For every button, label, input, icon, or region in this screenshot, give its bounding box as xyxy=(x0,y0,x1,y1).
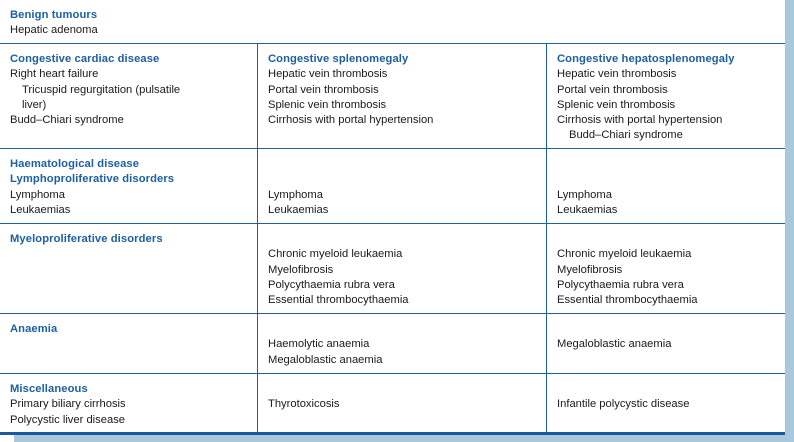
table-row-congestive xyxy=(0,44,785,149)
cell-heading: Myeloproliferative disorders xyxy=(10,233,163,245)
cell-entry: Infantile polycystic disease xyxy=(557,398,690,411)
table-cell xyxy=(0,374,257,432)
cell-entry: Lymphoma xyxy=(268,188,323,201)
table-row-anaemia xyxy=(0,314,785,374)
table-cell xyxy=(0,0,785,43)
cell-entry: liver) xyxy=(22,98,47,111)
table-cell xyxy=(546,224,785,313)
cell-entry: Lymphoma xyxy=(10,188,65,201)
table-row-haematological-lymphoproliferative xyxy=(0,149,785,224)
cell-entry: Splenic vein thrombosis xyxy=(557,98,676,111)
table-cell xyxy=(257,374,546,432)
cell-entry: Essential thrombocythaemia xyxy=(557,294,698,307)
cell-entry: Cirrhosis with portal hypertension xyxy=(268,114,434,127)
cell-heading: Lymphoproliferative disorders xyxy=(10,173,175,186)
cell-entry: Cirrhosis with portal hypertension xyxy=(557,114,723,127)
table-row-benign-tumours xyxy=(0,0,785,44)
table-cell xyxy=(546,314,785,373)
table-cell xyxy=(0,44,257,148)
cell-entry: Essential thrombocythaemia xyxy=(268,294,409,307)
cell-heading: Haematological disease xyxy=(10,158,140,170)
cell-heading: Congestive hepatosplenomegaly xyxy=(557,53,735,65)
cell-entry: Right heart failure xyxy=(10,68,99,81)
cell-entry: Leukaemias xyxy=(557,203,618,216)
cell-entry: Splenic vein thrombosis xyxy=(268,98,387,111)
table-cell xyxy=(546,374,785,432)
cell-entry: Tricuspid regurgitation (pulsatile xyxy=(22,83,181,96)
cell-entry: Lymphoma xyxy=(557,188,612,201)
cell-heading: Miscellaneous xyxy=(10,383,88,395)
cell-heading: Congestive splenomegaly xyxy=(268,53,409,65)
table-cell xyxy=(0,314,257,373)
cell-entry: Portal vein thrombosis xyxy=(268,83,379,96)
cell-entry: Portal vein thrombosis xyxy=(557,83,668,96)
cell-entry: Haemolytic anaemia xyxy=(268,338,370,351)
page-edge-strip-right xyxy=(785,0,794,442)
cell-entry: Hepatic vein thrombosis xyxy=(268,68,388,81)
cell-entry: Megaloblastic anaemia xyxy=(268,353,383,366)
table-row-myeloproliferative xyxy=(0,224,785,314)
cell-entry: Primary biliary cirrhosis xyxy=(10,398,126,411)
cell-entry: Polycythaemia rubra vera xyxy=(268,278,395,291)
cell-entry: Leukaemias xyxy=(10,203,71,216)
table-cell xyxy=(0,149,257,223)
table-row-miscellaneous xyxy=(0,374,785,435)
cell-entry: Myelofibrosis xyxy=(268,263,334,276)
cell-entry: Myelofibrosis xyxy=(557,263,623,276)
table-cell xyxy=(257,44,546,148)
cell-entry: Polycystic liver disease xyxy=(10,413,126,426)
cell-entry: Thyrotoxicosis xyxy=(268,398,340,411)
table-cell xyxy=(257,224,546,313)
cell-entry: Budd–Chiari syndrome xyxy=(10,114,124,127)
page-edge-strip-bottom xyxy=(14,435,794,442)
cell-entry: Chronic myeloid leukaemia xyxy=(268,248,403,261)
table-cell xyxy=(0,224,257,313)
cell-entry: Hepatic adenoma xyxy=(10,24,98,37)
cell-entry: Hepatic vein thrombosis xyxy=(557,68,677,81)
cell-entry: Polycythaemia rubra vera xyxy=(557,278,684,291)
cell-entry: Leukaemias xyxy=(268,203,329,216)
cell-heading: Benign tumours xyxy=(10,9,98,21)
cell-heading: Anaemia xyxy=(10,323,58,335)
cell-heading: Congestive cardiac disease xyxy=(10,53,160,65)
cell-entry: Chronic myeloid leukaemia xyxy=(557,248,692,261)
cell-entry: Megaloblastic anaemia xyxy=(557,338,672,351)
table-cell xyxy=(257,149,546,223)
table-cell xyxy=(546,149,785,223)
table-cell xyxy=(546,44,785,148)
table-cell xyxy=(257,314,546,373)
cell-entry: Budd–Chiari syndrome xyxy=(569,129,683,142)
